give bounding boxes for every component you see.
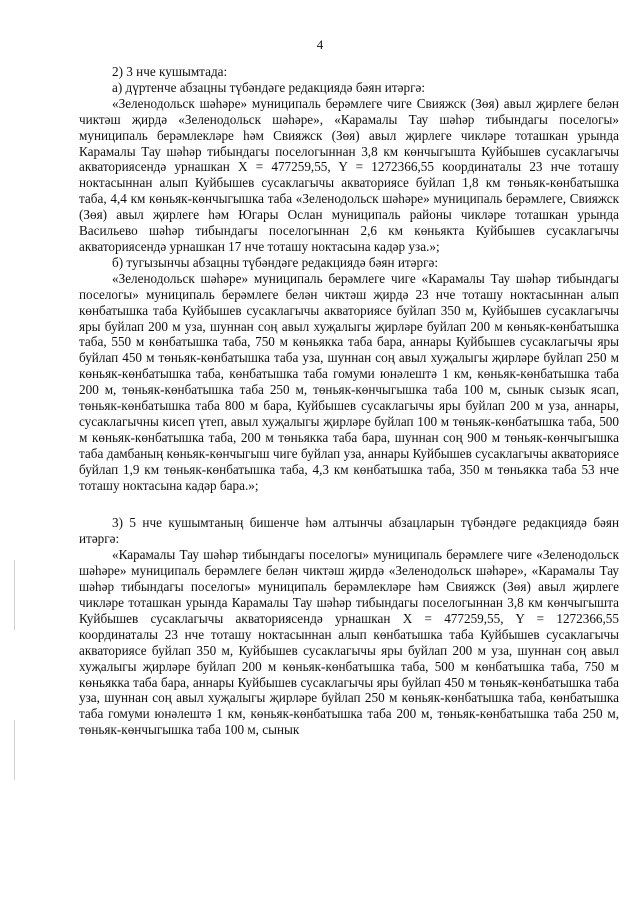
item-heading: 3) 5 нче кушымтаның бишенче һәм алтынчы абзацларын түбәндәге редакциядә бәян итәргә:: [79, 515, 619, 547]
document-body: [79, 64, 619, 738]
item-heading: 2) 3 нче кушымтада:: [112, 64, 228, 79]
page-number: 4: [316, 37, 324, 52]
body-paragraph: «Зеленодольск шәһәре» муниципаль берәмлеге чиге «Карамалы Тау шәһәр тибындагы поселогы» муниципаль берәмлеге белән чиктәш җирдә 23 нче тоташу ноктасыннан алып көнбатышка таба Куйбышев сусаклагычы акваториясе буйлап 350 м, Куйбышев сусаклагычы яры буйлап 200 м уза, шуннан соң авыл хуҗалыгы җирләре буйлап 200 м көньяк-көнбатышка таба, 550 м көнбатышка таба, 750 м көньякка таба бара, аннары Куйбышев сусаклагычы яры буйлап 450 м төньяк-көнбатышка таба уза, шуннан соң авыл хуҗалыгы җирләре буйлап 250 м көньяк-көнбатышка таба, көнбатышка таба гомуми юнәлештә 1 км, көньяк-көнбатышка таба 200 м, төньяк-көнбатышка таба 250 м, төньяк-көнчыгышка таба 100 м, сынык сызык ясап, төньяк-көнбатышка таба 800 м бара, Куйбышев сусаклагычы яры буйлап 200 м уза, аннары, сусаклагычны кисеп үтеп, авыл хуҗалыгы җирләре буйлап 100 м төньяк-көнбатышка таба, 500 м көньяк-көнбатышка таба, 200 м төньякка таба бара, шуннан соң 900 м төньяк-көнчыгышка таба дамбаның көньяк-көнчыгыш чиге буйлап уза, аннары Куйбышев сусаклагычы акваториясе буйлап 1,9 км төньяк-көнбатышка таба, 4,3 км көнбатышка таба, 350 м төньякка таба 53 нче тоташу ноктасына кадәр бара.»;: [79, 270, 619, 493]
body-paragraph: «Зеленодольск шәһәре» муниципаль берәмлеге чиге Свияжск (Зөя) авыл җирлеге белән чиктәш җирдә «Зеленодольск шәһәре», «Карамалы Тау шәһәр тибындагы поселогы» муниципаль берәмлекләре һәм Свияжск (Зөя) авыл җирлеге чикләре тоташкан урында Карамалы Тау шәһәр тибындагы поселогыннан 3,8 км көнчыгышта Куйбышев сусаклагычы акваториясендә урнашкан X = 477259,55, Y = 1272366,55 координаталы 23 нче тоташу ноктасыннан алып Куйбышев сусаклагычы акваториясе буйлап 1,8 км төньяк-көнбатышка таба, 4,4 км көньяк-көнчыгышка таба «Зеленодольск шәһәре» муниципаль берәмлеге, Свияжск (Зөя) авыл җирлеге һәм Югары Ослан муниципаль районы чикләре тоташкан урында Васильево шәһәр тибындагы поселогыннан 2,6 км көньякта Куйбышев сусаклагычы акваториясендә урнашкан 17 нче тоташу ноктасына кадәр уза.»;: [79, 95, 619, 254]
body-paragraph: «Карамалы Тау шәһәр тибындагы поселогы» муниципаль берәмлеге чиге «Зеленодольск шәһәре» муниципаль берәмлеге белән чиктәш җирдә «Зеленодольск шәһәре», «Карамалы Тау шәһәр тибындагы поселогы» муниципаль берәмлекләре һәм Свияжск (Зөя) авыл җирлеге чикләре тоташкан урында Карамалы Тау шәһәр тибындагы поселогыннан 3,8 км көнчыгышта Куйбышев сусаклагычы акваториясендә урнашкан X = 477259,55, Y = 1272366,55 координаталы 23 нче тоташу ноктасыннан алып көнбатышка таба Куйбышев сусаклагычы акваториясе буйлап 350 м, Куйбышев сусаклагычы яры буйлап 200 м уза, шуннан соң авыл хуҗалыгы җирләре буйлап 200 м көньяк-көнбатышка таба, 500 м көнбатышка таба, 750 м көньякка таба бара, аннары Куйбышев сусаклагычы яры буйлап 450 м төньяк-көнбатышка таба уза, шуннан соң авыл хуҗалыгы җирләре буйлап 250 м көньяк-көнбатышка таба, көнбатышка таба гомуми юнәлештә 1 км, көньяк-көнбатышка таба 200 м, төньяк-көнбатышка таба 250 м, төньяк-көнчыгышка таба 100 м, сынык: [79, 547, 619, 738]
scan-margin-mark: [14, 560, 15, 630]
scan-margin-mark: [14, 720, 15, 780]
subitem-heading: б) тугызынчы абзацны түбәндәге редакциядә бәян итәргә:: [112, 254, 439, 270]
subitem-heading: а) дүртенче абзацны түбәндәге редакциядә бәян итәргә:: [112, 79, 426, 95]
